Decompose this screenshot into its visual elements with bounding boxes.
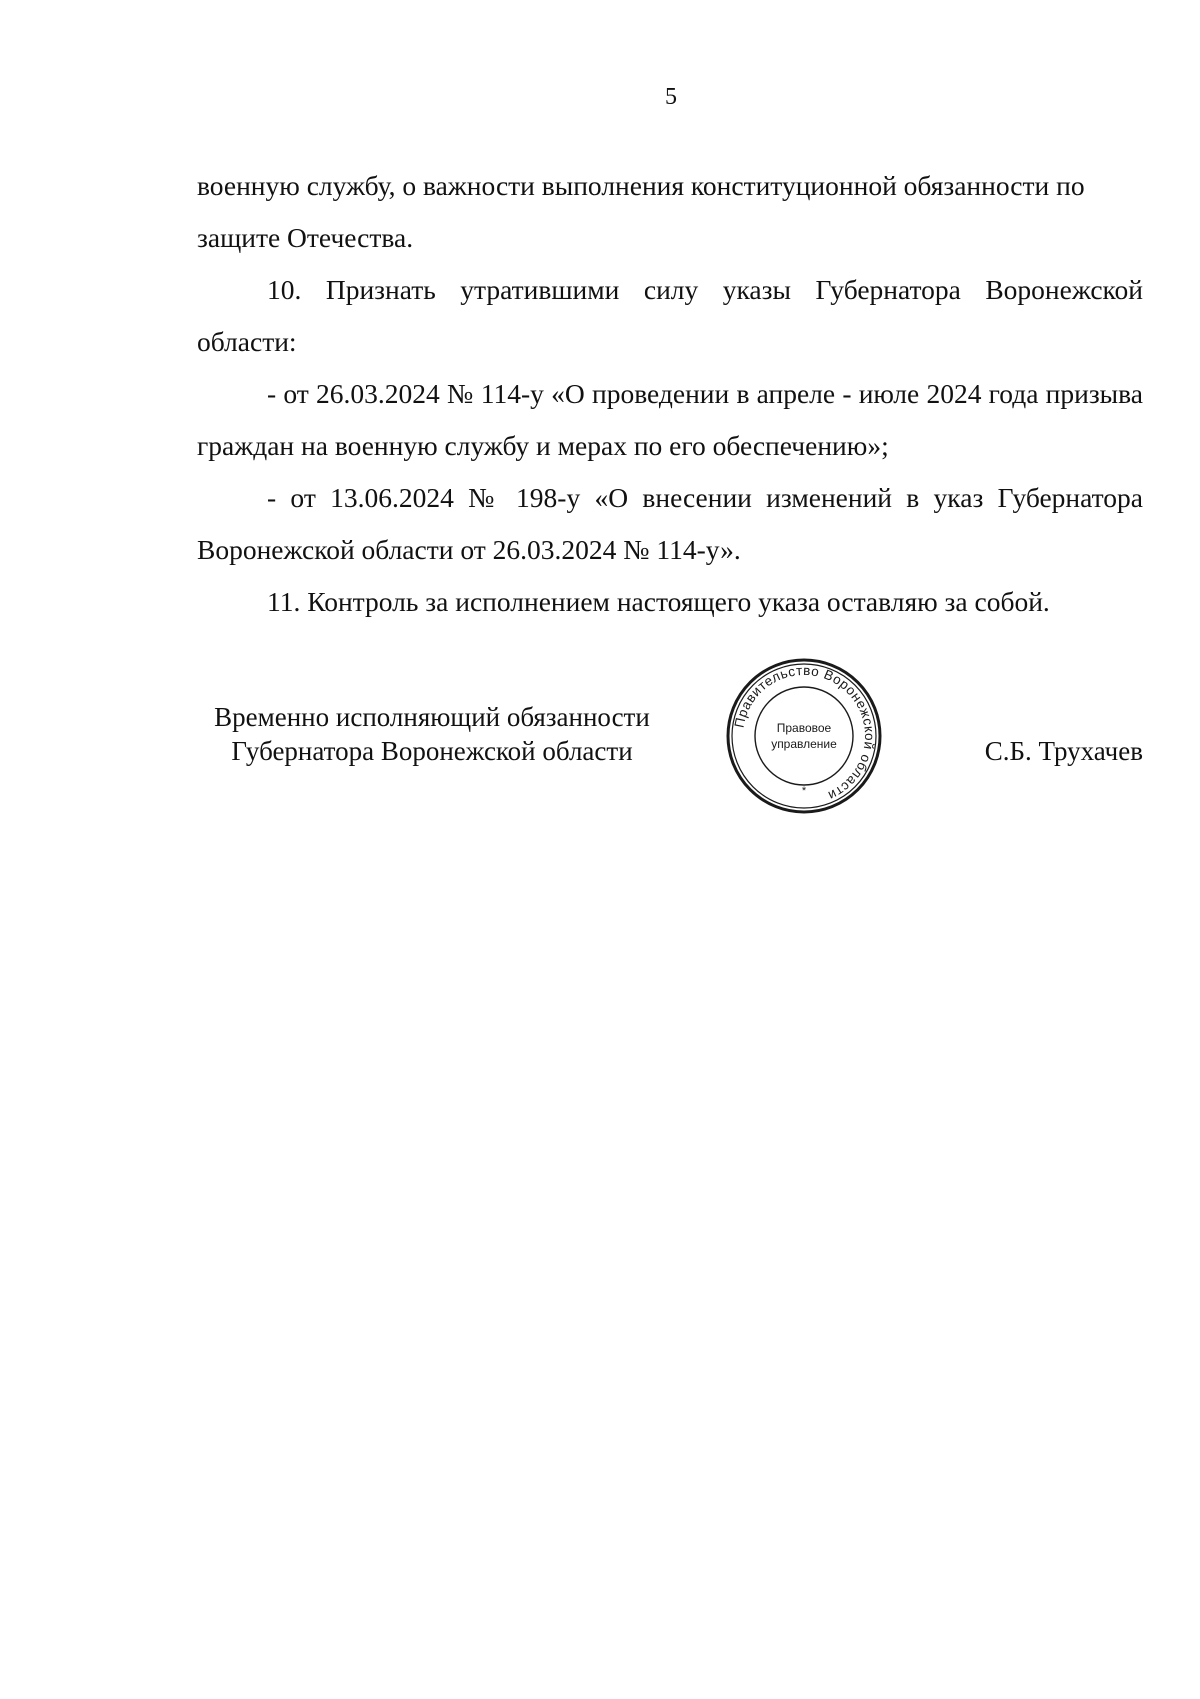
seal-ring-text: Правительство Воронежской области <box>731 662 878 804</box>
paragraph-continuation <box>197 160 1143 264</box>
signature-block <box>197 662 1143 858</box>
paragraph-item-11: 11. Контроль за исполнением настоящего указа оставляю за собой. <box>267 586 1050 617</box>
seal-center-text: управление <box>771 737 837 751</box>
signatory-position-line: Губернатора Воронежской области <box>231 736 633 766</box>
paragraph-decree-198: - от 13.06.2024 № 198-у «О внесении изменений в указ Губернатора Воронежской области от 26.03.2024 № 114-у». <box>197 482 1143 565</box>
official-seal <box>724 656 884 816</box>
signatory-position <box>197 700 667 768</box>
paragraph-decree-114: - от 26.03.2024 № 114-у «О проведении в апреле - июле 2024 года призыва граждан на военную службу и мерах по его обеспечению»; <box>197 378 1143 461</box>
signatory-name: С.Б. Трухачев <box>984 736 1143 766</box>
paragraph-item-10: 10. Признать утратившими силу указы Губернатора Воронежской области: <box>197 274 1143 357</box>
signatory-position-line: Временно исполняющий обязанности <box>214 702 650 732</box>
seal-star-mark: * <box>801 785 807 797</box>
paragraph-line: военную службу, о важности выполнения конституционной обязанности по <box>197 170 1085 201</box>
document-body <box>197 160 1143 628</box>
seal-center-text: Правовое <box>776 721 832 735</box>
seal-graphic <box>724 656 884 816</box>
page-number: 5 <box>665 84 677 110</box>
paragraph-line: защите Отечества. <box>197 222 414 253</box>
